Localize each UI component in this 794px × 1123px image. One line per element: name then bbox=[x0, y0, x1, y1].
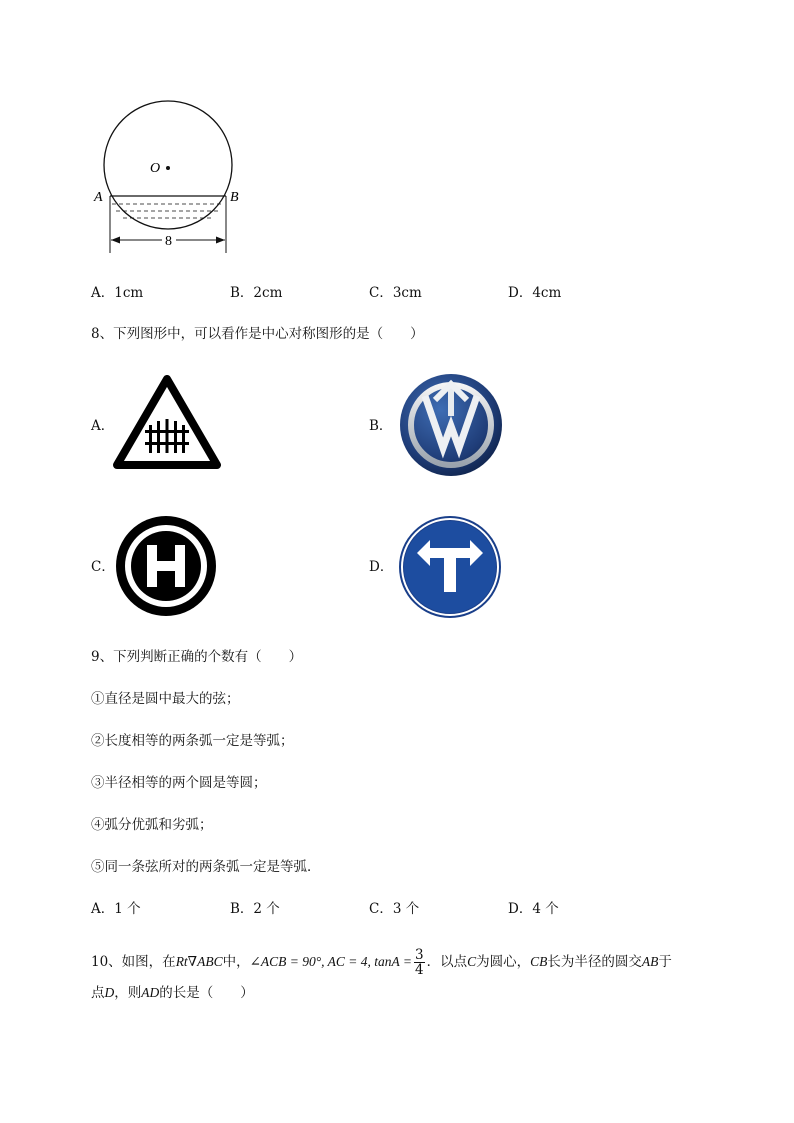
q9-statement-4: ④弧分优弧和劣弧； bbox=[91, 817, 213, 833]
width-label: 8 bbox=[165, 234, 172, 249]
option-b[interactable]: B．2 个 bbox=[230, 901, 280, 917]
option-c[interactable]: C．3cm bbox=[369, 285, 422, 301]
point-a-label: A bbox=[94, 190, 103, 205]
q9-statement-2: ②长度相等的两条弧一定是等弧； bbox=[91, 733, 294, 749]
point-b-label: B bbox=[230, 190, 239, 205]
circle-outline bbox=[104, 101, 232, 229]
q9-question: 9、下列判断正确的个数有（ ） bbox=[91, 649, 303, 665]
arrowhead-left bbox=[111, 237, 120, 244]
q9-statement-3: ③半径相等的两个圆是等圆； bbox=[91, 775, 267, 791]
q7-options bbox=[91, 283, 651, 303]
q9-statement-1: ①直径是圆中最大的弦； bbox=[91, 691, 240, 707]
q8-option-a-label[interactable]: A． bbox=[91, 418, 115, 434]
q9-options bbox=[91, 899, 651, 919]
option-b[interactable]: B．2cm bbox=[230, 285, 283, 301]
helipad-h-sign-icon bbox=[114, 514, 218, 618]
q10-question-line2: 点D，则AD的长是（ ） bbox=[91, 985, 254, 1001]
q8-option-d-label[interactable]: D． bbox=[369, 559, 394, 575]
volkswagen-logo-icon bbox=[398, 372, 504, 478]
option-a[interactable]: A．1cm bbox=[91, 285, 144, 301]
q8-option-b-label[interactable]: B． bbox=[369, 418, 393, 434]
option-d[interactable]: D．4 个 bbox=[508, 901, 559, 917]
option-d[interactable]: D．4cm bbox=[508, 285, 562, 301]
option-c[interactable]: C．3 个 bbox=[369, 901, 420, 917]
q9-statement-5: ⑤同一条弦所对的两条弧一定是等弧． bbox=[91, 859, 321, 875]
turn-left-or-right-sign-icon bbox=[397, 514, 503, 620]
triangle-label: Rt∇ABC bbox=[175, 954, 223, 969]
center-label: O bbox=[150, 161, 161, 176]
circle-water-figure bbox=[90, 95, 250, 265]
condition-expression: ∠ACB = 90°, AC = 4, tanA = bbox=[249, 954, 413, 969]
q8-question: 8、下列图形中，可以看作是中心对称图形的是（ ） bbox=[91, 326, 424, 342]
q10-question-line1: 10、如图，在Rt∇ABC中，∠ACB = 90°, AC = 4, tanA = $\frac{3}{4}$ ．以点C为圆心，CB长为半径的圆交AB于 bbox=[91, 947, 672, 978]
arrowhead-right bbox=[216, 237, 225, 244]
option-a[interactable]: A．1 个 bbox=[91, 901, 141, 917]
railway-crossing-warning-sign-icon bbox=[113, 375, 221, 471]
fraction-three-quarters: $\frac{3}{4}$ bbox=[415, 947, 424, 978]
q8-option-c-label[interactable]: C． bbox=[91, 559, 115, 575]
center-point bbox=[166, 166, 170, 170]
